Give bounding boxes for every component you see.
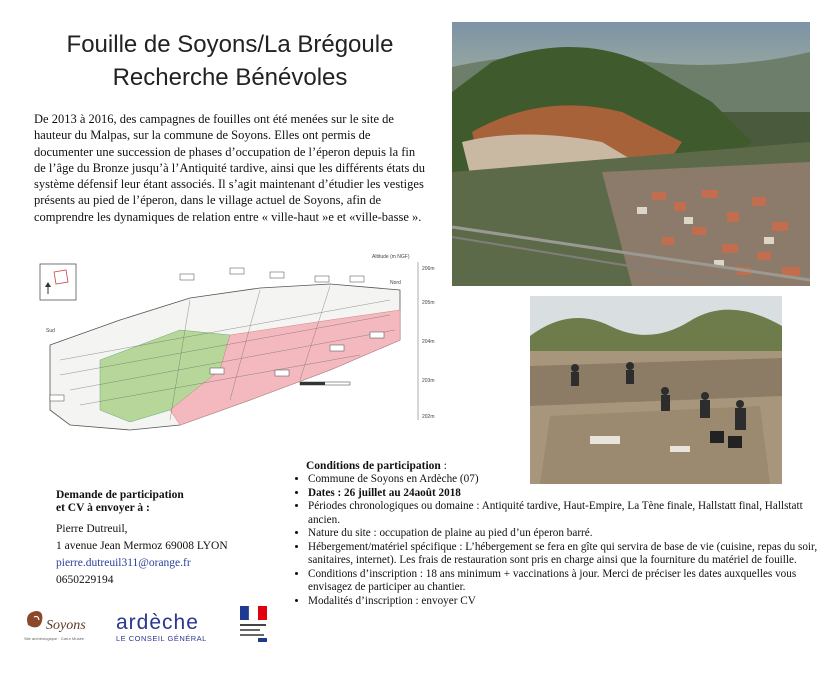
contact-email-link[interactable]: pierre.dutreuil311@orange.fr bbox=[56, 557, 191, 569]
title-line-1: Fouille de Soyons/La Brégoule bbox=[66, 31, 394, 58]
conditions-list bbox=[290, 473, 828, 609]
soyons-logo-text: Soyons bbox=[46, 618, 86, 633]
altitude-tick: 202m bbox=[422, 414, 435, 420]
republique-francaise-logo bbox=[238, 604, 268, 644]
altitude-tick: 205m bbox=[422, 300, 435, 306]
page-title bbox=[20, 28, 440, 94]
ardeche-logo-subtitle: LE CONSEIL GÉNÉRAL bbox=[116, 634, 207, 643]
altitude-label: Altitude (m NGF) bbox=[372, 254, 410, 260]
request-line-1: Demande de participation bbox=[56, 489, 184, 501]
condition-item: • Nature du site : occupation de plaine au pied d’un éperon barré. bbox=[308, 527, 828, 540]
contact-address: 1 avenue Jean Mermoz 69008 LYON bbox=[56, 540, 228, 552]
stratigraphic-section bbox=[30, 250, 450, 435]
excavation-photo bbox=[530, 296, 782, 484]
condition-item: • Hébergement/matériel spécifique : L’hébergement se fera en gîte qui servira de base de vie (cuisine, repas du soir, sanitaires, internet). Les frais de restauration sont pris en charge ainsi que la fourniture du matériel de fouille. bbox=[308, 541, 828, 567]
altitude-tick: 204m bbox=[422, 339, 435, 345]
marianne-icon bbox=[238, 604, 268, 644]
conditions-title bbox=[306, 460, 447, 472]
contact-phone: 0650229194 bbox=[56, 574, 114, 586]
south-label: Sud bbox=[46, 328, 55, 334]
participation-request bbox=[56, 489, 276, 515]
ardeche-logo-text: ardèche bbox=[116, 611, 199, 634]
condition-item: • Modalités d’inscription : envoyer CV bbox=[308, 595, 828, 608]
conditions-title-colon: : bbox=[440, 460, 447, 472]
excavation-photo-illustration bbox=[530, 296, 782, 484]
conditions-title-text: Conditions de participation bbox=[306, 460, 441, 472]
aerial-photo bbox=[452, 22, 810, 286]
altitude-tick: 206m bbox=[422, 266, 435, 272]
altitude-tick: 203m bbox=[422, 378, 435, 384]
condition-item-dates: • Dates : 26 juillet au 24août 2018 bbox=[308, 487, 828, 500]
ardeche-logo bbox=[116, 612, 212, 644]
request-line-2: et CV à envoyer à : bbox=[56, 502, 150, 514]
soyons-logo bbox=[22, 605, 102, 645]
north-label: Nord bbox=[390, 280, 401, 286]
title-line-2: Recherche Bénévoles bbox=[112, 64, 348, 91]
contact-block bbox=[56, 521, 286, 589]
soyons-logo-subtitle: Site archéologique · Cœur Musée bbox=[24, 636, 85, 641]
contact-name: Pierre Dutreuil, bbox=[56, 523, 128, 535]
condition-item: • Conditions d’inscription : 18 ans minimum + vaccinations à jour. Merci de préciser les dates auxquelles vous envisagez de participer au chantier. bbox=[308, 568, 828, 594]
inset-map-icon bbox=[40, 264, 76, 300]
condition-item: • Périodes chronologiques ou domaine : Antiquité tardive, Haut-Empire, La Tène finale, Hallstatt final, Hallstatt ancien. bbox=[308, 500, 828, 526]
intro-paragraph: De 2013 à 2016, des campagnes de fouilles ont été menées sur le site de hauteur du Malpas, sur la commune de Soyons. Elles ont permis de documenter une succession de phases d’occupation de l’éperon depuis la fin de l’âge du Bronze jusqu’à l’Antiquité tardive, ainsi que les différents états du système défensif leur étant associés. Il s’agit maintenant d’étudier les vestiges présents au pied de l’éperon, dans le village actuel de Soyons, afin de comprendre les dynamiques de relation entre « ville-haut »e et «ville-basse ». bbox=[34, 112, 425, 224]
condition-item: • Commune de Soyons en Ardèche (07) bbox=[308, 473, 828, 486]
section-drawing bbox=[30, 250, 450, 435]
soyons-logo-graphic bbox=[22, 605, 102, 645]
aerial-photo-illustration bbox=[452, 22, 810, 286]
